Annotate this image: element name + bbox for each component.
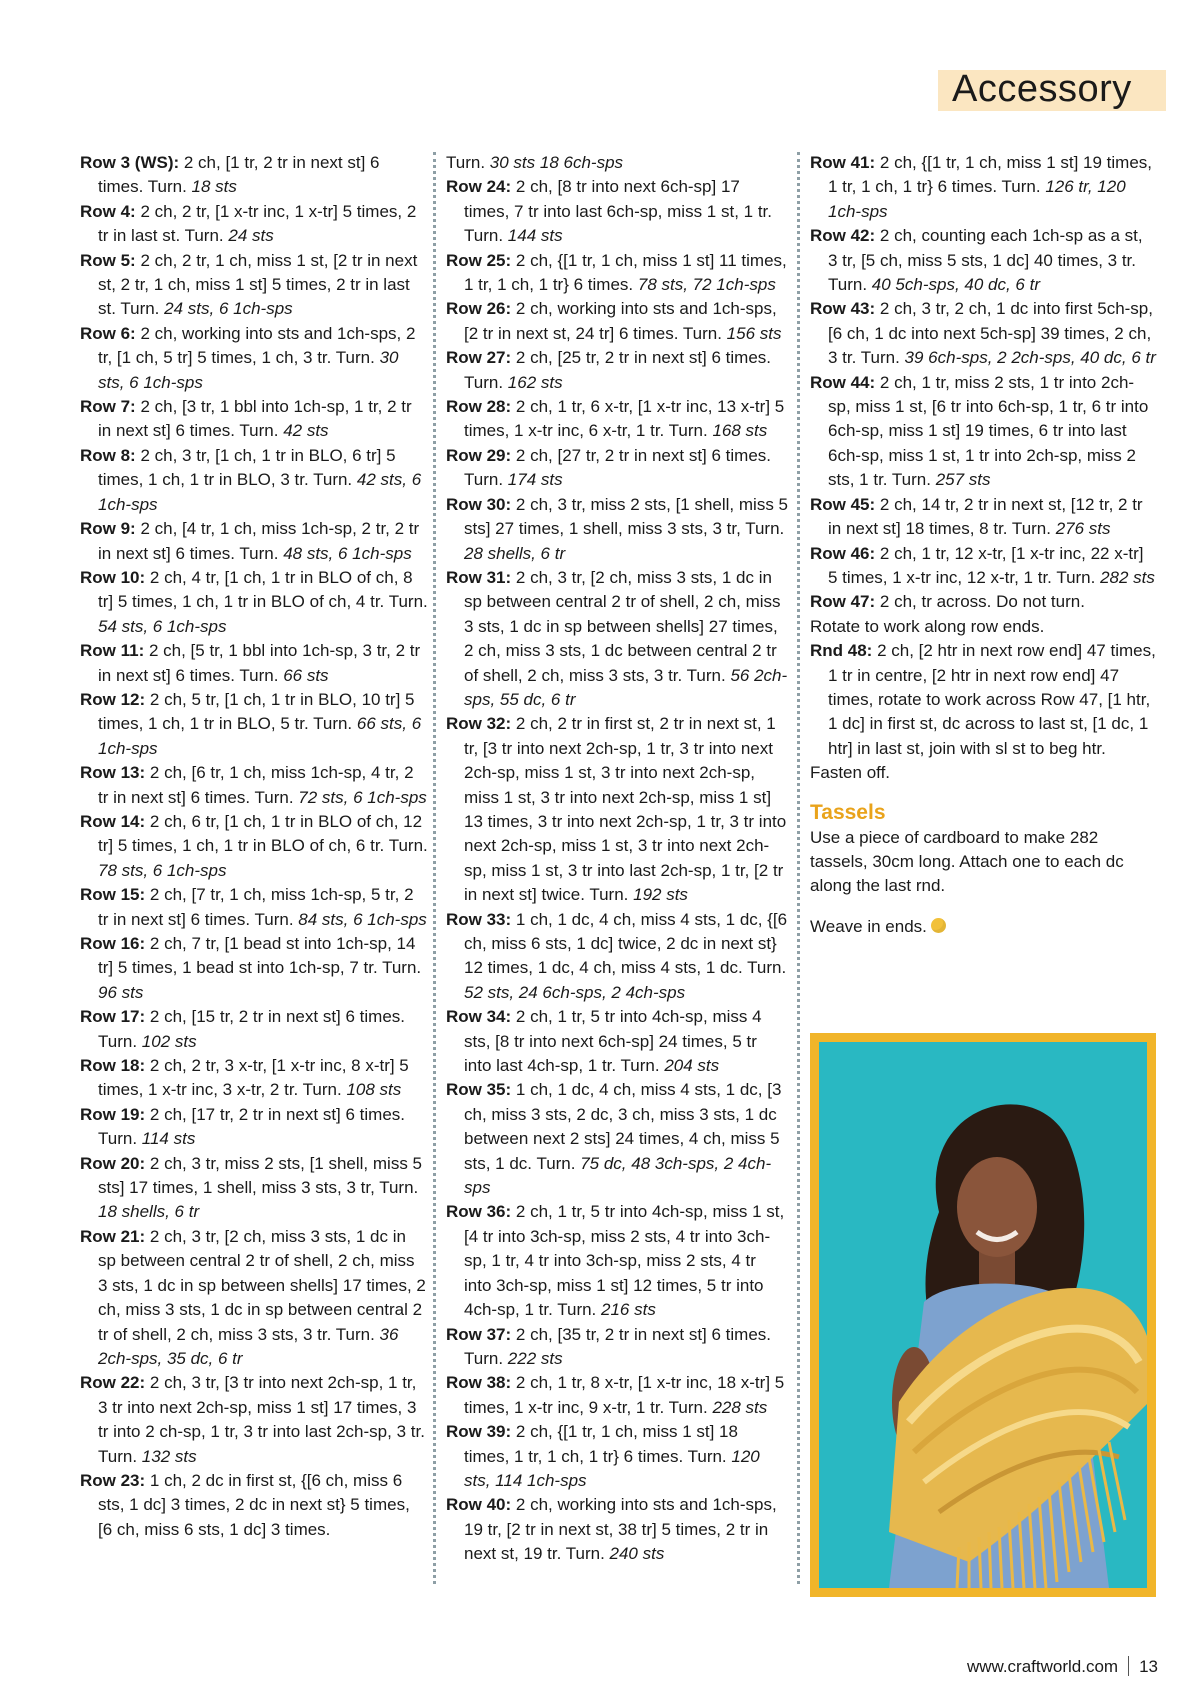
stitch-count: 42 sts: [283, 421, 329, 441]
pattern-row: [80, 1152, 428, 1225]
pattern-row: [446, 175, 788, 248]
stitch-count: 66 sts: [283, 665, 329, 685]
stitch-count: 48 sts, 6 1ch-sps: [283, 543, 412, 563]
row-text: 2 ch, working into sts and 1ch-sps, 2 tr, [1 ch, 5 tr] 5 times, 1 ch, 3 tr. Turn.: [98, 323, 416, 368]
pattern-row: [80, 761, 428, 810]
row-text: 2 ch, 2 tr, 3 x-tr, [1 x-tr inc, 8 x-tr] 5 times, 1 x-tr inc, 3 x-tr, 2 tr. Turn.: [98, 1056, 409, 1100]
pattern-row: [80, 566, 428, 639]
stitch-count: 228 sts: [712, 1397, 768, 1417]
row-text: 2 ch, 3 tr, miss 2 sts, [1 shell, miss 5 sts] 27 times, 1 shell, miss 3 sts, 3 tr, Turn.: [464, 494, 788, 539]
stitch-count: 222 sts: [507, 1348, 563, 1368]
model-with-shawl-photo: [819, 1042, 1147, 1588]
stitch-count: 156 sts: [726, 323, 782, 343]
weave-note: [810, 915, 1156, 939]
pattern-row: [446, 297, 788, 346]
row-label: Row 20:: [80, 1153, 146, 1173]
footer-url: www.craftworld.com: [966, 1657, 1119, 1676]
row-label: Row 37:: [446, 1324, 512, 1344]
pattern-row: [446, 493, 788, 566]
pattern-row: [80, 1103, 428, 1152]
row-label: Row 8:: [80, 445, 136, 465]
stitch-count: 168 sts: [712, 421, 768, 441]
stitch-count: 204 sts: [664, 1056, 720, 1076]
row-label: Row 33:: [446, 909, 512, 929]
rotate-note: Rotate to work along row ends.: [810, 616, 1045, 636]
row-label: Row 27:: [446, 348, 512, 368]
row-label: Row 39:: [446, 1422, 512, 1442]
row-text: 2 ch, [7 tr, 1 ch, miss 1ch-sp, 5 tr, 2 tr in next st] 6 times. Turn.: [98, 885, 414, 929]
row-label: Row 23:: [80, 1470, 146, 1490]
pattern-row: [446, 712, 788, 907]
column-divider: [433, 152, 436, 1584]
stitch-count: 52 sts, 24 6ch-sps, 2 4ch-sps: [464, 982, 686, 1002]
pattern-row: [446, 908, 788, 1006]
row-label: Row 16:: [80, 934, 146, 953]
pattern-row: [810, 639, 1156, 761]
pattern-row: [80, 932, 428, 1005]
pattern-row: [80, 249, 428, 322]
row-label: Row 11:: [80, 641, 145, 661]
row-text: 2 ch, [8 tr into next 6ch-sp] 17 times, 7 tr into last 6ch-sp, miss 1 st, 1 tr. Turn.: [464, 177, 772, 246]
row-text: 2 ch, 2 tr in first st, 2 tr in next st, 1 tr, [3 tr into next 2ch-sp, 1 tr, 3 tr into next 2ch-sp, miss 1 st, 3 tr into next 2ch-sp, miss 1 st, 3 tr into next 2ch-sp, miss 1 st] 13 times, 3 tr into next 2ch-sp, 1 tr, 3 tr into next 2ch-sp, miss 1 st, 3 tr into next 2ch-sp, miss 1 st, 3 tr into last 2ch-sp, 1 tr, [2 tr in next st] twice. Turn.: [464, 714, 787, 905]
stitch-count: 54 sts, 6 1ch-sps: [98, 616, 227, 636]
stitch-count: 24 sts, 6 1ch-sps: [164, 299, 293, 319]
stitch-count: 282 sts: [1100, 567, 1155, 587]
row-text: 2 ch, [35 tr, 2 tr in next st] 6 times. Turn.: [464, 1324, 772, 1368]
pattern-row: [80, 1371, 428, 1469]
row-label: Row 45:: [810, 494, 876, 514]
stitch-count: 75 dc, 48 3ch-sps, 2 4ch-sps: [464, 1153, 772, 1198]
row-label: Row 31:: [446, 567, 512, 587]
row-text: 2 ch, counting each 1ch-sp as a st, 3 tr, [5 ch, miss 5 sts, 1 dc] 40 times, 3 tr. Turn.: [828, 226, 1143, 295]
row-text: 1 ch, 1 dc, 4 ch, miss 4 sts, 1 dc, [3 ch, miss 3 sts, 2 dc, 3 ch, miss 3 sts, 1 dc between next 2 sts] 24 times, 4 ch, miss 5 sts, 1 dc. Turn.: [464, 1080, 782, 1173]
pattern-row: [446, 1078, 788, 1200]
row-label: Row 14:: [80, 811, 146, 831]
stitch-count: 56 2ch-sps, 55 dc, 6 tr: [464, 665, 788, 709]
stitch-count: 96 sts: [98, 982, 144, 1002]
pattern-row: [80, 1469, 428, 1542]
column-divider: [797, 152, 800, 1584]
row-label: Row 5:: [80, 250, 136, 270]
pattern-row: [80, 883, 428, 932]
stitch-count: 28 shells, 6 tr: [464, 543, 566, 563]
pattern-row: [810, 542, 1156, 591]
stitch-count: 18 shells, 6 tr: [98, 1202, 200, 1222]
row-text: 2 ch, tr across. Do not turn.: [875, 592, 1085, 612]
row-text: 2 ch, 4 tr, [1 ch, 1 tr in BLO of ch, 8 tr] 5 times, 1 ch, 1 tr in BLO of ch, 4 tr. Turn.: [98, 567, 428, 612]
row-label: Row 44:: [810, 372, 876, 392]
row-label: Row 13:: [80, 763, 146, 783]
page-footer: [967, 1656, 1158, 1677]
pattern-row: [446, 346, 788, 395]
row-text: 2 ch, 6 tr, [1 ch, 1 tr in BLO of ch, 12 tr] 5 times, 1 ch, 1 tr in BLO of ch, 6 tr. Turn.: [98, 811, 428, 856]
row-text: 2 ch, [1 tr, 2 tr in next st] 6 times. Turn.: [98, 153, 380, 197]
stitch-count: 144 sts: [507, 226, 563, 246]
pattern-row: [80, 151, 428, 200]
stitch-count: 102 sts: [141, 1031, 197, 1051]
row-text: 2 ch, [4 tr, 1 ch, miss 1ch-sp, 2 tr, 2 tr in next st] 6 times. Turn.: [98, 519, 420, 563]
row-text: 2 ch, 1 tr, 8 x-tr, [1 x-tr inc, 18 x-tr] 5 times, 1 x-tr inc, 9 x-tr, 1 tr. Turn.: [464, 1373, 785, 1417]
pattern-row: [810, 151, 1156, 224]
pattern-row: [80, 322, 428, 395]
row-text: 2 ch, 1 tr, 5 tr into 4ch-sp, miss 1 st, [4 tr into 3ch-sp, miss 2 sts, 4 tr into 3ch-sp, 1 tr, 4 tr into 3ch-sp, miss 2 sts, 4 tr into 3ch-sp, miss 1 st] 12 times, 5 tr into 4ch-sp, 1 tr. Turn.: [464, 1202, 785, 1320]
pattern-row: [446, 1005, 788, 1078]
tassels-heading: Tassels: [810, 800, 886, 824]
row-text: 2 ch, 2 tr, 1 ch, miss 1 st, [2 tr in next st, 2 tr, 1 ch, miss 1 st] 5 times, 2 tr in last st. Turn.: [98, 250, 418, 319]
stitch-count: 36 2ch-sps, 35 dc, 6 tr: [98, 1324, 399, 1368]
pattern-row: [80, 200, 428, 249]
row-label: Row 47:: [810, 592, 876, 612]
row-label: Row 25:: [446, 250, 512, 270]
pattern-column-1: [80, 151, 428, 1542]
row-text: 2 ch, [25 tr, 2 tr in next st] 6 times. Turn.: [464, 348, 772, 392]
row-label: Row 12:: [80, 689, 146, 709]
stitch-count: 78 sts, 6 1ch-sps: [98, 860, 227, 880]
row-label: Row 17:: [80, 1007, 146, 1027]
row-label: Rnd 48:: [810, 641, 873, 661]
stitch-count: 84 sts, 6 1ch-sps: [298, 909, 427, 929]
row-text: 2 ch, 1 tr, miss 2 sts, 1 tr into 2ch-sp, miss 1 st, [6 tr into 6ch-sp, 1 tr, 6 tr into 6ch-sp, miss 1 st] 19 times, 6 tr into last 6ch-sp, miss 1 st, 1 tr into 2ch-sp, miss 2 sts, 1 tr. Turn.: [828, 372, 1149, 490]
row-text: 2 ch, 1 tr, 6 x-tr, [1 x-tr inc, 13 x-tr] 5 times, 1 x-tr inc, 6 x-tr, 1 tr. Turn.: [464, 397, 785, 441]
pattern-row: [446, 1420, 788, 1493]
pattern-row: [446, 566, 788, 712]
pattern-row: [446, 1323, 788, 1372]
pattern-row: [810, 371, 1156, 493]
row-label: Row 4:: [80, 201, 136, 221]
row-text: 2 ch, 3 tr, [1 ch, 1 tr in BLO, 6 tr] 5 times, 1 ch, 1 tr in BLO, 3 tr. Turn.: [98, 445, 396, 490]
row-text: 2 ch, [5 tr, 1 bbl into 1ch-sp, 3 tr, 2 tr in next st] 6 times. Turn.: [98, 641, 421, 685]
row-label: Row 30:: [446, 494, 512, 514]
stitch-count: 78 sts, 72 1ch-sps: [637, 275, 776, 295]
pattern-row: [446, 151, 788, 175]
row-text: 1 ch, 1 dc, 4 ch, miss 4 sts, 1 dc, {[6 ch, miss 6 sts, 1 dc] twice, 2 dc in next st} 12 times, 1 dc, 4 ch, miss 4 sts, 1 dc. Turn.: [464, 909, 788, 978]
pattern-row: [80, 639, 428, 688]
stitch-count: 24 sts: [228, 226, 274, 246]
pattern-row: [80, 1225, 428, 1371]
row-text: 2 ch, 3 tr, [2 ch, miss 3 sts, 1 dc in sp between central 2 tr of shell, 2 ch, miss 3 sts, 1 dc in sp between shells] 17 times, 2 ch, miss 3 sts, 1 dc in sp between central 2 tr of shell, 2 ch, miss 3 sts, 3 tr. Turn.: [98, 1226, 426, 1344]
section-tab: [938, 70, 1166, 111]
row-label: Row 35:: [446, 1080, 512, 1100]
row-text: 2 ch, working into sts and 1ch-sps, [2 tr in next st, 24 tr] 6 times. Turn.: [464, 299, 777, 343]
row-text: 2 ch, [17 tr, 2 tr in next st] 6 times. Turn.: [98, 1104, 406, 1149]
stitch-count: 114 sts: [141, 1129, 196, 1149]
yarn-ball-icon: [931, 918, 946, 933]
pattern-row: [80, 1005, 428, 1054]
row-label: Row 28:: [446, 397, 512, 417]
pattern-row: [810, 224, 1156, 297]
row-label: Row 15:: [80, 885, 146, 905]
stitch-count: 72 sts, 6 1ch-sps: [298, 787, 427, 807]
row-label: Row 21:: [80, 1226, 146, 1246]
row-text: 2 ch, 3 tr, miss 2 sts, [1 shell, miss 5 sts] 17 times, 1 shell, miss 3 sts, 3 tr, Turn.: [98, 1153, 422, 1198]
pattern-row: [446, 1493, 788, 1566]
pattern-row: [80, 444, 428, 517]
row-text: 2 ch, [3 tr, 1 bbl into 1ch-sp, 1 tr, 2 tr in next st] 6 times. Turn.: [98, 397, 412, 441]
row-text: 2 ch, 3 tr, [2 ch, miss 3 sts, 1 dc in sp between central 2 tr of shell, 2 ch, miss 3 sts, 1 dc in sp between shells] 27 times, 2 ch, miss 3 sts, 1 dc between central 2 tr of shell, 2 ch, miss 3 sts, 3 tr. Turn.: [464, 567, 781, 685]
row-text: 2 ch, [15 tr, 2 tr in next st] 6 times. Turn.: [98, 1007, 406, 1051]
stitch-count: 216 sts: [601, 1300, 656, 1320]
row-label: Row 9:: [80, 519, 136, 539]
row-label: Row 43:: [810, 299, 876, 319]
row-text: 2 ch, 14 tr, 2 tr in next st, [12 tr, 2 tr in next st] 18 times, 8 tr. Turn.: [828, 494, 1143, 539]
row-label: Row 38:: [446, 1373, 512, 1393]
row-label: Row 6:: [80, 323, 136, 343]
stitch-count: 66 sts, 6 1ch-sps: [98, 714, 422, 758]
row-label: Row 40:: [446, 1495, 512, 1515]
section-title: Accessory: [952, 68, 1132, 110]
row-text: 2 ch, 5 tr, [1 ch, 1 tr in BLO, 10 tr] 5 times, 1 ch, 1 tr in BLO, 5 tr. Turn.: [98, 689, 415, 734]
pattern-row: [80, 1054, 428, 1103]
row-text: 2 ch, {[1 tr, 1 ch, miss 1 st] 19 times, 1 tr, 1 ch, 1 tr} 6 times. Turn.: [828, 153, 1153, 197]
row-label: Row 10:: [80, 567, 146, 587]
pattern-row: [80, 395, 428, 444]
pattern-row: [80, 517, 428, 566]
row-text: 2 ch, [2 htr in next row end] 47 times, 1 tr in centre, [2 htr in next row end] 47 times, rotate to work across Row 47, [1 htr, 1 dc] in first st, dc across to last st, [1 dc, 1 htr] in last st, join with sl st to beg htr.: [828, 641, 1156, 758]
row-text: 2 ch, working into sts and 1ch-sps, 19 tr, [2 tr in next st, 38 tr] 5 times, 2 tr in next st, 19 tr. Turn.: [464, 1495, 777, 1564]
row-text: 2 ch, [6 tr, 1 ch, miss 1ch-sp, 4 tr, 2 tr in next st] 6 times. Turn.: [98, 763, 414, 807]
stitch-count: 132 sts: [141, 1446, 197, 1466]
pattern-row: [446, 395, 788, 444]
stitch-count: 120 sts, 114 1ch-sps: [464, 1446, 760, 1490]
row-text: Turn.: [446, 153, 490, 172]
row-label: Row 26:: [446, 299, 512, 319]
row-text: 2 ch, 1 tr, 12 x-tr, [1 x-tr inc, 22 x-tr] 5 times, 1 x-tr inc, 12 x-tr, 1 tr. Turn.: [828, 543, 1144, 587]
row-text: 2 ch, 7 tr, [1 bead st into 1ch-sp, 14 tr] 5 times, 1 bead st into 1ch-sp, 7 tr. Turn.: [98, 934, 422, 978]
row-label: Row 29:: [446, 445, 512, 465]
pattern-row: [80, 688, 428, 761]
stitch-count: 276 sts: [1055, 519, 1111, 539]
page-number: 13: [1139, 1657, 1158, 1676]
stitch-count: 18 sts: [191, 177, 237, 197]
row-text: 2 ch, 1 tr, 5 tr into 4ch-sp, miss 4 sts, [8 tr into next 6ch-sp] 24 times, 5 tr into last 4ch-sp, 1 tr. Turn.: [464, 1007, 762, 1076]
pattern-row: [446, 1371, 788, 1420]
stitch-count: 240 sts: [609, 1544, 665, 1564]
stitch-count: 39 6ch-sps, 2 2ch-sps, 40 dc, 6 tr: [904, 348, 1156, 368]
row-text: 2 ch, {[1 tr, 1 ch, miss 1 st] 18 times, 1 tr, 1 ch, 1 tr} 6 times. Turn.: [464, 1422, 738, 1466]
weave-text: Weave in ends.: [810, 916, 927, 936]
stitch-count: 162 sts: [507, 372, 563, 392]
shawl-photo-frame: [810, 1033, 1156, 1597]
row-label: Row 19:: [80, 1104, 146, 1124]
footer-separator: [1128, 1656, 1129, 1676]
row-label: Row 34:: [446, 1007, 512, 1027]
row-text: 1 ch, 2 dc in first st, {[6 ch, miss 6 sts, 1 dc] 3 times, 2 dc in next st} 5 times, [6 ch, miss 6 sts, 1 dc] 3 times.: [98, 1470, 410, 1539]
stitch-count: 257 sts: [935, 470, 991, 490]
stitch-count: 30 sts 18 6ch-sps: [489, 153, 624, 172]
stitch-count: 42 sts, 6 1ch-sps: [98, 470, 422, 514]
stitch-count: 174 sts: [507, 470, 563, 490]
pattern-row: [446, 1200, 788, 1322]
pattern-row: [446, 444, 788, 493]
row-label: Row 18:: [80, 1056, 146, 1076]
pattern-row: [80, 810, 428, 883]
row-label: Row 36:: [446, 1202, 512, 1222]
row-text: 2 ch, 3 tr, 2 ch, 1 dc into first 5ch-sp, [6 ch, 1 dc into next 5ch-sp] 39 times, 2 ch, 3 tr. Turn.: [828, 299, 1153, 368]
row-text: 2 ch, [27 tr, 2 tr in next st] 6 times. Turn.: [464, 445, 772, 490]
pattern-row: [810, 590, 1156, 614]
row-label: Row 24:: [446, 177, 512, 197]
pattern-row: [810, 297, 1156, 370]
stitch-count: 40 5ch-sps, 40 dc, 6 tr: [871, 275, 1040, 295]
row-label: Row 42:: [810, 226, 876, 246]
stitch-count: 30 sts, 6 1ch-sps: [98, 348, 399, 392]
row-label: Row 41:: [810, 153, 876, 172]
tassels-text: Use a piece of cardboard to make 282 tassels, 30cm long. Attach one to each dc along the last rnd.: [810, 827, 1124, 896]
row-label: Row 46:: [810, 543, 876, 563]
row-text: 2 ch, {[1 tr, 1 ch, miss 1 st] 11 times, 1 tr, 1 ch, 1 tr} 6 times.: [464, 250, 787, 295]
row-label: Row 32:: [446, 714, 512, 734]
row-text: 2 ch, 3 tr, [3 tr into next 2ch-sp, 1 tr, 3 tr into next 2ch-sp, miss 1 st] 17 times, 3 tr into 2 ch-sp, 1 tr, 3 tr into last 2ch-sp, 3 tr. Turn.: [98, 1373, 425, 1466]
stitch-count: 126 tr, 120 1ch-sps: [828, 177, 1126, 221]
pattern-column-3: [810, 151, 1156, 939]
stitch-count: 108 sts: [346, 1080, 402, 1100]
row-text: 2 ch, 2 tr, [1 x-tr inc, 1 x-tr] 5 times, 2 tr in last st. Turn.: [98, 201, 417, 246]
pattern-column-2: [446, 151, 788, 1567]
fasten-off-note: Fasten off.: [810, 763, 891, 783]
row-label: Row 7:: [80, 397, 136, 417]
stitch-count: 192 sts: [633, 885, 688, 905]
row-label: Row 22:: [80, 1373, 146, 1393]
row-label: Row 3 (WS):: [80, 153, 180, 172]
pattern-row: [810, 493, 1156, 542]
pattern-row: [446, 249, 788, 298]
